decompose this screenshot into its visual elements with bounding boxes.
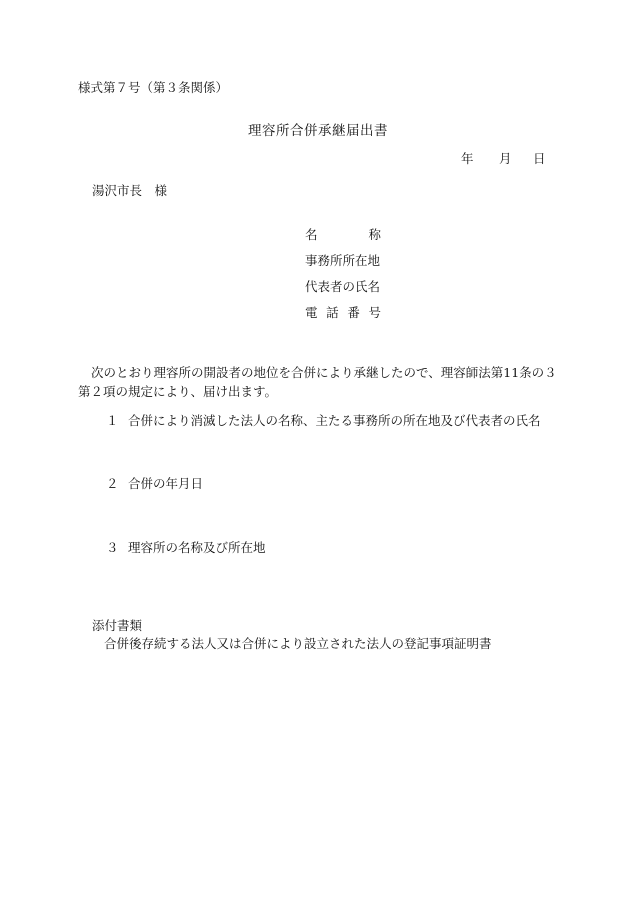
body-line-1: 次のとおり理容所の開設者の地位を合併により承継したので、理容師法第11条の３ xyxy=(91,365,557,380)
applicant-phone-char: 番 xyxy=(347,305,360,320)
applicant-phone-char: 号 xyxy=(368,305,381,320)
applicant-phone-char: 電 xyxy=(305,305,318,320)
body-paragraph xyxy=(78,363,558,401)
item-3-number: ３ xyxy=(106,540,119,555)
attachments-heading: 添付書類 xyxy=(92,618,143,633)
item-1-number: １ xyxy=(106,413,119,428)
applicant-rep-label: 代表者の氏名 xyxy=(305,279,381,294)
applicant-name-label xyxy=(305,227,381,243)
applicant-phone-char: 話 xyxy=(326,305,339,320)
date-month-label: 月 xyxy=(499,151,512,166)
item-2-text: 合併の年月日 xyxy=(128,476,204,491)
document-title: 理容所合併承継届出書 xyxy=(248,123,388,139)
addressee: 湯沢市長 様 xyxy=(92,183,168,198)
attachments-item: 合併後存続する法人又は合併により設立された法人の登記事項証明書 xyxy=(104,636,492,651)
item-2-number: ２ xyxy=(106,476,119,491)
form-number: 様式第７号（第３条関係） xyxy=(78,80,229,95)
item-1-text: 合併により消滅した法人の名称、主たる事務所の所在地及び代表者の氏名 xyxy=(128,413,541,428)
body-line-2: 第２項の規定により、届け出ます。 xyxy=(78,384,278,399)
applicant-name-char: 称 xyxy=(368,227,381,242)
date-day-label: 日 xyxy=(533,151,546,166)
date-year-label: 年 xyxy=(461,151,474,166)
applicant-phone-label xyxy=(305,305,381,321)
item-3-text: 理容所の名称及び所在地 xyxy=(128,540,266,555)
applicant-name-char: 名 xyxy=(305,227,318,242)
applicant-office-label: 事務所所在地 xyxy=(305,253,381,268)
